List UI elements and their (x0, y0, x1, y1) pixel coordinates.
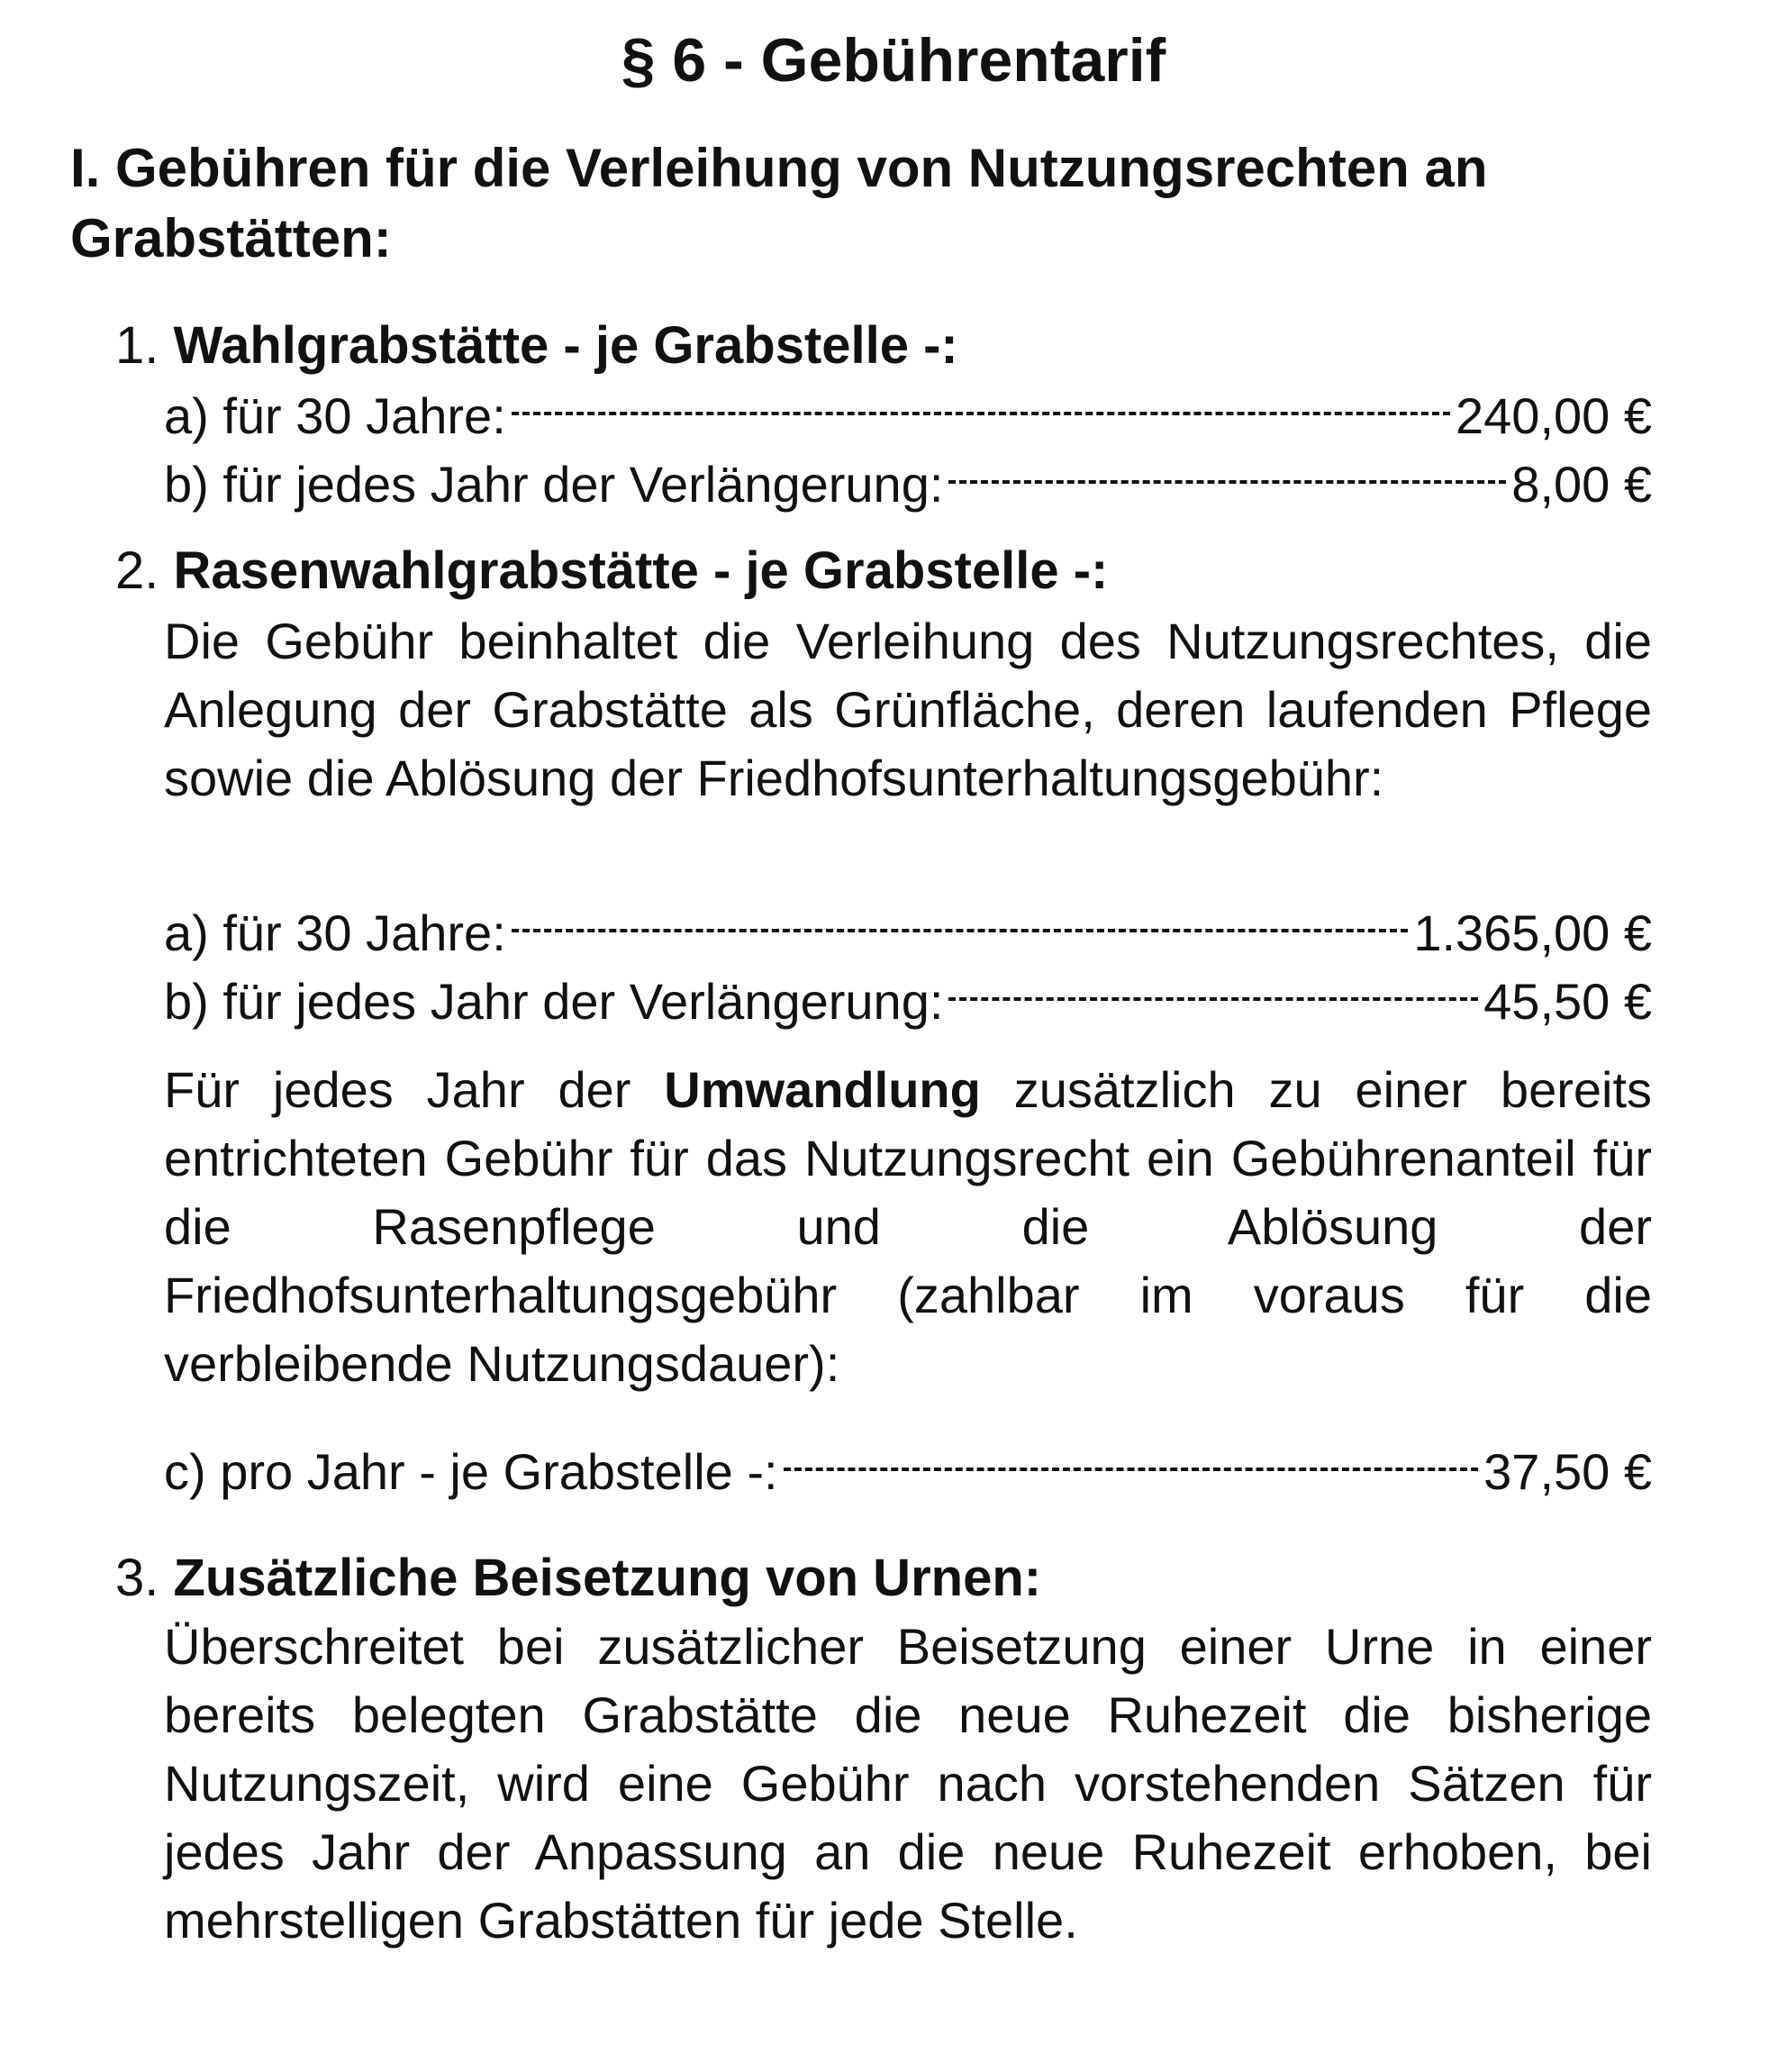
dash-leader (784, 1468, 1479, 1471)
conversion-prefix: Für jedes Jahr der (164, 1061, 665, 1118)
fee-row-1b (164, 450, 1652, 519)
conversion-suffix: zusätzlich zu einer bereits entrichteten Gebühr für das Nutzungsrecht ein Gebührenanteil für die Rasenpflege und die Ablösung der Friedhofsunterhaltungsgebühr (zahlbar im voraus für die verbleibende Nutzungsdauer): (164, 1061, 1652, 1392)
item-2-label: Rasenwahlgrabstätte - je Grabstelle -: (173, 541, 1109, 600)
dash-leader (948, 480, 1506, 484)
item-3-heading (115, 1544, 1646, 1613)
item-2-conversion-text (164, 1056, 1652, 1398)
fee-label: a) für 30 Jahre: (164, 904, 506, 961)
item-1-number: 1. (115, 316, 159, 375)
fee-label: b) für jedes Jahr der Verlängerung: (164, 973, 944, 1030)
conversion-bold-term: Umwandlung (664, 1061, 981, 1118)
item-2-heading (115, 537, 1646, 605)
fee-row-2c (164, 1438, 1652, 1506)
item-2-intro-text: Die Gebühr beinhaltet die Verleihung des Nutzungsrechtes, die Anlegung der Grabstätte als Grünfläche, deren laufenden Pflege sowie die Ablösung der Friedhofsunterhaltungsgebühr: (164, 613, 1652, 806)
dash-leader (512, 412, 1450, 415)
fee-row-2a (164, 899, 1652, 968)
fee-label: a) für 30 Jahre: (164, 387, 506, 444)
fee-row-1a (164, 382, 1652, 450)
fee-label: b) für jedes Jahr der Verlängerung: (164, 456, 944, 513)
fee-row-2b (164, 968, 1652, 1036)
fee-value: 45,50 € (1483, 973, 1652, 1030)
fee-value: 37,50 € (1483, 1443, 1652, 1500)
fee-label: c) pro Jahr - je Grabstelle -: (164, 1443, 778, 1500)
section-heading: I. Gebühren für die Verleihung von Nutzungsrechten an Grabstätten: (70, 138, 1488, 268)
item-3-text: Überschreitet bei zusätzlicher Beisetzung einer Urne in einer bereits belegten Grabstätte die neue Ruhezeit die bisherige Nutzungszeit, wird eine Gebühr nach vorstehenden Sätzen für jedes Jahr der Anpassung an die neue Ruhezeit erhoben, bei mehrstelligen Grabstätten für jede Stelle. (164, 1618, 1652, 1949)
item-3-label: Zusätzliche Beisetzung von Urnen: (173, 1549, 1042, 1607)
fee-value: 8,00 € (1511, 456, 1652, 513)
item-2-number: 2. (115, 541, 159, 600)
fee-value: 240,00 € (1456, 387, 1652, 444)
item-1-heading (115, 312, 1646, 380)
dash-leader (512, 929, 1409, 932)
fee-value: 1.365,00 € (1413, 904, 1652, 961)
item-3-number: 3. (115, 1549, 159, 1607)
item-1-label: Wahlgrabstätte - je Grabstelle -: (173, 316, 958, 375)
dash-leader (948, 997, 1478, 1001)
page-title: § 6 - Gebührentarif (621, 26, 1166, 95)
